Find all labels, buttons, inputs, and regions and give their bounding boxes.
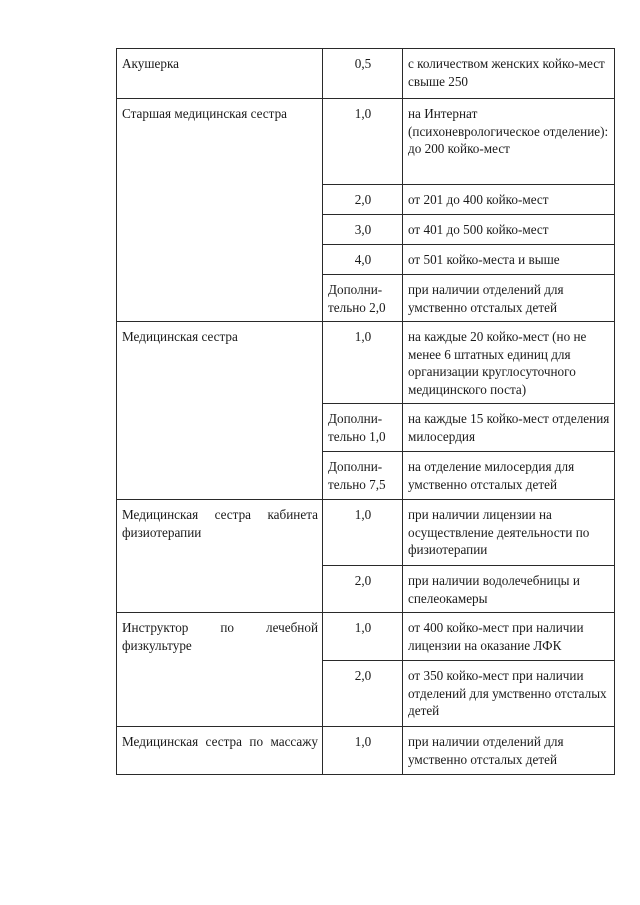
condition-cell: от 501 койко-места и выше [403,245,615,275]
quantity-cell: 3,0 [323,215,403,245]
table-row [117,322,615,404]
quantity-cell: Дополни-тельно 2,0 [323,275,403,322]
condition-cell: при наличии отделений для умственно отсталых детей [403,275,615,322]
quantity-cell: 2,0 [323,566,403,613]
quantity-cell: 4,0 [323,245,403,275]
table-row [117,500,615,566]
condition-cell: от 201 до 400 койко-мест [403,185,615,215]
condition-cell: с количеством женских койко-мест свыше 250 [403,49,615,99]
quantity-cell: Дополни-тельно 7,5 [323,452,403,500]
table-row [117,49,615,99]
quantity-cell: Дополни-тельно 1,0 [323,404,403,452]
position-cell: Инструктор по лечебной физкультуре [117,613,323,727]
condition-cell [403,99,615,185]
position-cell: Акушерка [117,49,323,99]
condition-cell: при наличии отделений для умственно отсталых детей [403,727,615,775]
position-cell: Старшая медицинская сестра [117,99,323,322]
quantity-cell: 0,5 [323,49,403,99]
condition-cell: при наличии водолечебницы и спелеокамеры [403,566,615,613]
quantity-cell: 1,0 [323,99,403,185]
condition-line: на Интернат (психоневрологическое отделение): [408,106,609,139]
condition-cell: при наличии лицензии на осуществление деятельности по физиотерапии [403,500,615,566]
condition-cell: от 401 до 500 койко-мест [403,215,615,245]
table-row [117,727,615,775]
quantity-cell: 1,0 [323,613,403,661]
position-cell: Медицинская сестра [117,322,323,500]
condition-cell: на каждые 20 койко-мест (но не менее 6 штатных единиц для организации круглосуточного медицинского поста) [403,322,615,404]
condition-cell: от 400 койко-мест при наличии лицензии на оказание ЛФК [403,613,615,661]
condition-cell: на отделение милосердия для умственно отсталых детей [403,452,615,500]
quantity-cell: 1,0 [323,500,403,566]
quantity-cell: 1,0 [323,322,403,404]
table-row [117,99,615,185]
staffing-table [116,48,615,775]
position-cell: Медицинская сестра кабинета физиотерапии [117,500,323,613]
quantity-cell: 2,0 [323,185,403,215]
condition-line: до 200 койко-мест [408,141,510,156]
table-row [117,613,615,661]
condition-cell: от 350 койко-мест при наличии отделений для умственно отсталых детей [403,661,615,727]
condition-cell: на каждые 15 койко-мест отделения милосердия [403,404,615,452]
quantity-cell: 1,0 [323,727,403,775]
position-cell: Медицинская сестра по массажу [117,727,323,775]
quantity-cell: 2,0 [323,661,403,727]
